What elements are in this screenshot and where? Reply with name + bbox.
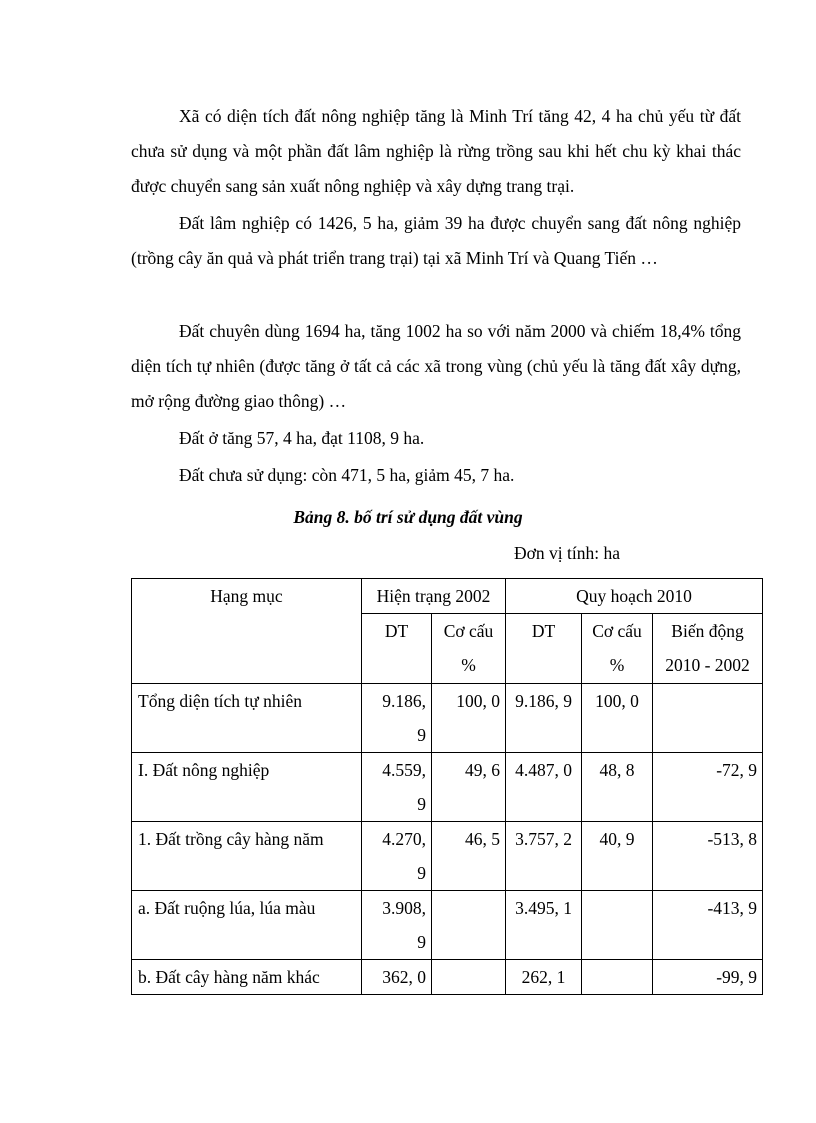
dt-2002-integer: 9.186, <box>382 691 426 711</box>
header-dt-2002: DT <box>362 614 432 684</box>
header-change-label: Biến động <box>671 621 744 642</box>
row-dt-2002 <box>362 960 432 995</box>
row-pct-2002: 100, 0 <box>432 684 506 753</box>
dt-2002-decimal: 9 <box>417 863 426 883</box>
row-change <box>653 684 763 753</box>
land-use-table <box>131 578 763 995</box>
header-structure-unit: % <box>609 655 625 676</box>
row-category: b. Đất cây hàng năm khác <box>132 960 362 995</box>
dt-2002-decimal: 9 <box>417 794 426 814</box>
row-pct-2010 <box>582 960 653 995</box>
row-change: -413, 9 <box>653 891 763 960</box>
row-dt-2002 <box>362 753 432 822</box>
dt-2002-decimal: 9 <box>417 725 426 745</box>
header-structure-unit: % <box>461 655 476 676</box>
header-structure-2002 <box>432 614 506 684</box>
header-structure-2010 <box>582 614 653 684</box>
header-current-2002: Hiện trạng 2002 <box>362 579 506 614</box>
header-dt-2010: DT <box>506 614 582 684</box>
table-row <box>132 891 763 960</box>
table-row <box>132 684 763 753</box>
dt-2002-integer: 4.559, <box>382 760 426 780</box>
row-category: Tổng diện tích tự nhiên <box>132 684 362 753</box>
header-category: Hạng mục <box>132 579 362 684</box>
table-header-row-1 <box>132 579 763 614</box>
row-dt-2010: 9.186, 9 <box>506 684 582 753</box>
dt-2002-integer: 362, 0 <box>382 967 426 987</box>
paragraph-agri-land-increase: Xã có diện tích đất nông nghiệp tăng là Minh Trí tăng 42, 4 ha chủ yếu từ đất chưa sử dụng và một phần đất lâm nghiệp là rừng trồng sau khi hết chu kỳ khai thác được chuyển sang sản xuất nông nghiệp và xây dựng trang trại. <box>131 106 741 196</box>
row-pct-2010: 48, 8 <box>582 753 653 822</box>
paragraph-residential-land: Đất ở tăng 57, 4 ha, đạt 1108, 9 ha. <box>179 428 425 448</box>
row-change: -99, 9 <box>653 960 763 995</box>
row-category: I. Đất nông nghiệp <box>132 753 362 822</box>
paragraph-unused-land: Đất chưa sử dụng: còn 471, 5 ha, giảm 45, 7 ha. <box>179 465 515 485</box>
dt-2002-decimal: 9 <box>417 932 426 952</box>
unit-label: Đơn vị tính: ha <box>514 543 620 563</box>
row-dt-2010: 262, 1 <box>506 960 582 995</box>
row-pct-2002: 49, 6 <box>432 753 506 822</box>
header-change <box>653 614 763 684</box>
row-pct-2002 <box>432 891 506 960</box>
row-pct-2002 <box>432 960 506 995</box>
header-structure-label: Cơ cấu <box>592 621 642 642</box>
header-change-years: 2010 - 2002 <box>665 655 750 676</box>
table-row <box>132 753 763 822</box>
row-pct-2010: 100, 0 <box>582 684 653 753</box>
dt-2002-integer: 4.270, <box>382 829 426 849</box>
row-dt-2010: 4.487, 0 <box>506 753 582 822</box>
row-category: 1. Đất trồng cây hàng năm <box>132 822 362 891</box>
paragraph-specialized-land: Đất chuyên dùng 1694 ha, tăng 1002 ha so với năm 2000 và chiếm 18,4% tổng diện tích tự nhiên (được tăng ở tất cả các xã trong vùng (chủ yếu là tăng đất xây dựng, mở rộng đường giao thông) … <box>131 321 741 411</box>
header-structure-label: Cơ cấu <box>443 621 494 642</box>
row-pct-2010: 40, 9 <box>582 822 653 891</box>
row-pct-2010 <box>582 891 653 960</box>
dt-2002-integer: 3.908, <box>382 898 426 918</box>
header-plan-2010: Quy hoạch 2010 <box>506 579 763 614</box>
row-dt-2010: 3.495, 1 <box>506 891 582 960</box>
row-change: -513, 8 <box>653 822 763 891</box>
table-row <box>132 960 763 995</box>
table-caption: Bảng 8. bố trí sử dụng đất vùng <box>293 507 523 527</box>
row-pct-2002: 46, 5 <box>432 822 506 891</box>
row-dt-2002 <box>362 684 432 753</box>
table-row <box>132 822 763 891</box>
row-change: -72, 9 <box>653 753 763 822</box>
paragraph-forest-land: Đất lâm nghiệp có 1426, 5 ha, giảm 39 ha được chuyển sang đất nông nghiệp (trồng cây ăn quả và phát triển trang trại) tại xã Minh Trí và Quang Tiến … <box>131 213 741 268</box>
row-dt-2002 <box>362 822 432 891</box>
row-category: a. Đất ruộng lúa, lúa màu <box>132 891 362 960</box>
row-dt-2002 <box>362 891 432 960</box>
row-dt-2010: 3.757, 2 <box>506 822 582 891</box>
